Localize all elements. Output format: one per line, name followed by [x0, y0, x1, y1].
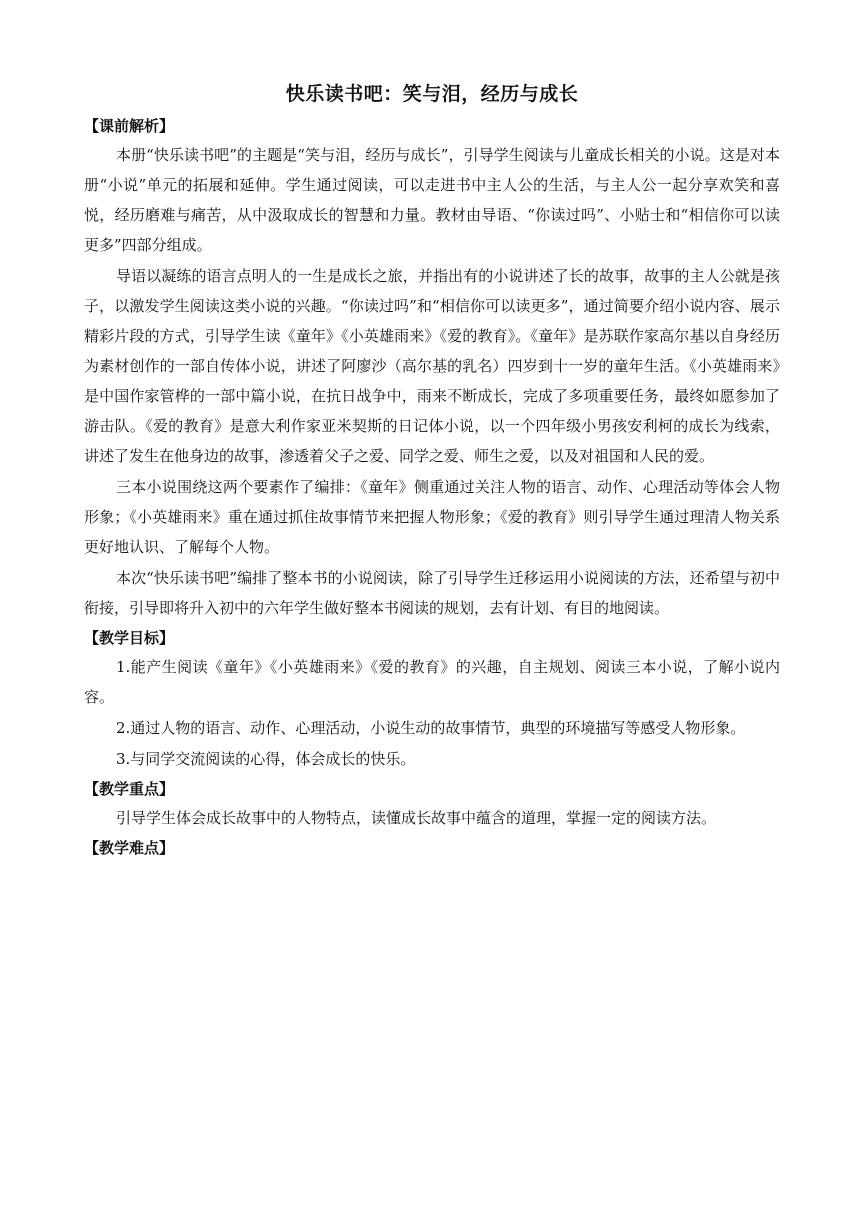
goal-item: 2.通过人物的语言、动作、心理活动，小说生动的故事情节，典型的环境描写等感受人物形象。 — [116, 719, 746, 737]
document-title: 快乐读书吧：笑与泪，经历与成长 — [285, 83, 579, 105]
goal-item: 1.能产生阅读《童年》《小英雄雨来》《爱的教育》的兴趣，自主规划、阅读三本小说，了解小说内容。 — [84, 658, 780, 706]
section-teaching-difficulty — [84, 834, 780, 862]
paragraph: 本册“快乐读书吧”的主题是“笑与泪，经历与成长”，引导学生阅读与儿童成长相关的小说。这是对本册“小说”单元的拓展和延伸。学生通过阅读，可以走进书中主人公的生活，与主人公一起分享欢笑和喜悦，经历磨难与痛苦，从中汲取成长的智慧和力量。教材由导语、“你读过吗”、小贴士和“相信你可以读更多”四部分组成。 — [84, 146, 780, 254]
section-teaching-goals — [84, 624, 780, 774]
section-heading: 【教学难点】 — [84, 839, 175, 857]
paragraph: 引导学生体会成长故事中的人物特点，读懂成长故事中蕴含的道理，掌握一定的阅读方法。 — [116, 809, 717, 827]
section-pre-analysis — [84, 112, 780, 623]
paragraph: 导语以凝练的语言点明人的一生是成长之旅，并指出有的小说讲述了长的故事，故事的主人公就是孩子，以激发学生阅读这类小说的兴趣。“你读过吗”和“相信你可以读更多”，通过简要介绍小说内容、展示精彩片段的方式，引导学生读《童年》《小英雄雨来》《爱的教育》。《童年》是苏联作家高尔基以自身经历为素材创作的一部自传体小说，讲述了阿廖沙（高尔基的乳名）四岁到十一岁的童年生活。《小英雄雨来》是中国作家管桦的一部中篇小说，在抗日战争中，雨来不断成长，完成了多项重要任务，最终如愿参加了游击队。《爱的教育》是意大利作家亚米契斯的日记体小说，以一个四年级小男孩安利柯的成长为线索，讲述了发生在他身边的故事，渗透着父子之爱、同学之爱、师生之爱，以及对祖国和人民的爱。 — [84, 267, 780, 465]
paragraph: 三本小说围绕这两个要素作了编排：《童年》侧重通过关注人物的语言、动作、心理活动等体会人物形象；《小英雄雨来》重在通过抓住故事情节来把握人物形象；《爱的教育》则引导学生通过理清人物关系更好地认识、了解每个人物。 — [84, 478, 780, 556]
paragraph: 本次“快乐读书吧”编排了整本书的小说阅读，除了引导学生迁移运用小说阅读的方法，还希望与初中衔接，引导即将升入初中的六年学生做好整本书阅读的规划，去有计划、有目的地阅读。 — [84, 569, 780, 617]
document-page — [84, 80, 780, 862]
section-teaching-focus — [84, 775, 780, 833]
section-heading: 【教学目标】 — [84, 629, 175, 647]
section-heading: 【教学重点】 — [84, 780, 175, 798]
goal-item: 3.与同学交流阅读的心得，体会成长的快乐。 — [116, 750, 416, 768]
section-heading: 【课前解析】 — [84, 117, 175, 135]
